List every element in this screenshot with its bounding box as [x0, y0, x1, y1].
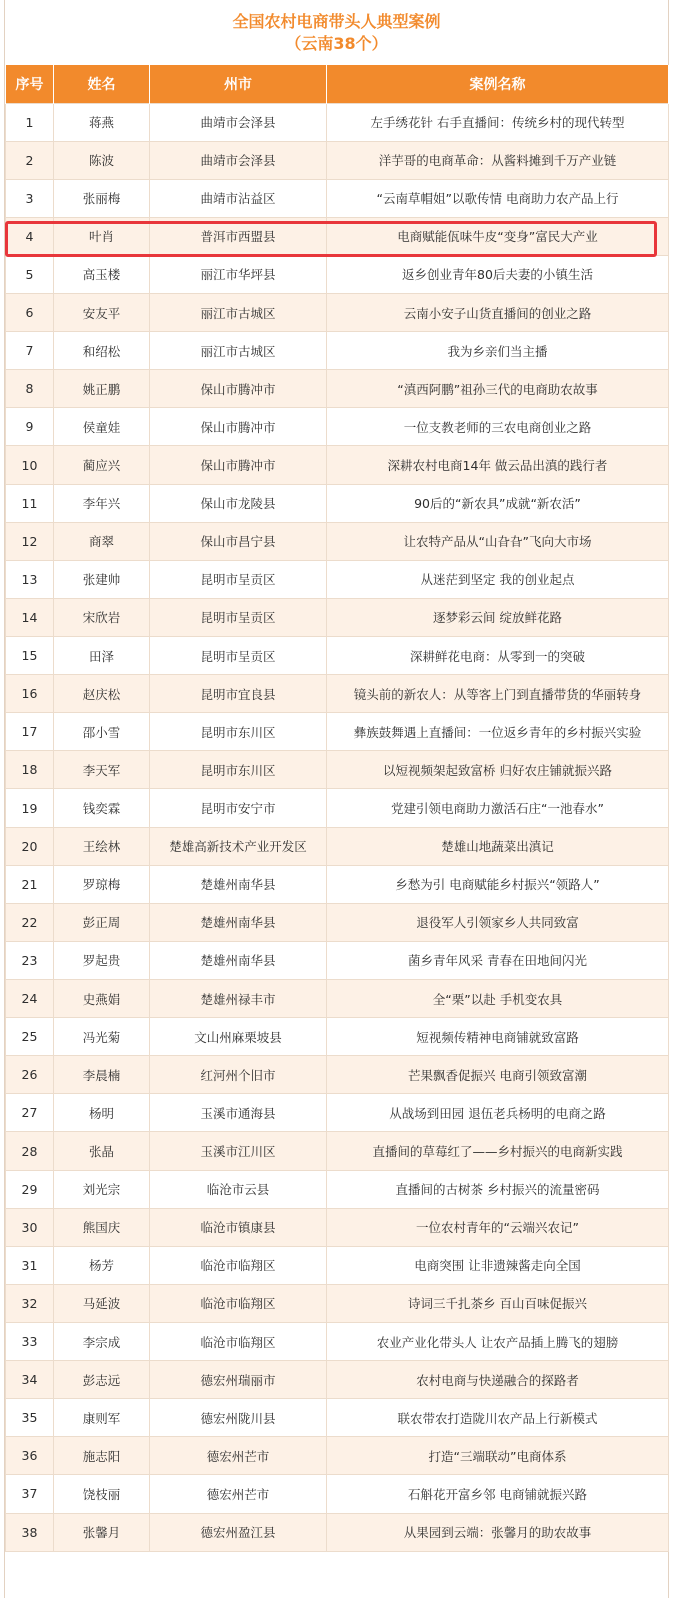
- cell-number: 4: [6, 217, 54, 255]
- cell-name: 熊国庆: [54, 1208, 150, 1246]
- cell-name: 钱奕霖: [54, 789, 150, 827]
- table-row: [6, 903, 669, 941]
- cell-name: 李天军: [54, 751, 150, 789]
- cell-case: 从迷茫到坚定 我的创业起点: [327, 560, 669, 598]
- table-row: [6, 1513, 669, 1551]
- cell-case: 全“栗”以赴 手机变农具: [327, 980, 669, 1018]
- table-row: [6, 1323, 669, 1361]
- cell-case: 深耕鲜花电商：从零到一的突破: [327, 637, 669, 675]
- cell-number: 15: [6, 637, 54, 675]
- cell-number: 7: [6, 332, 54, 370]
- cell-number: 38: [6, 1513, 54, 1551]
- cell-city: 楚雄州禄丰市: [150, 980, 327, 1018]
- cell-case: 农业产业化带头人 让农产品插上腾飞的翅膀: [327, 1323, 669, 1361]
- cell-number: 20: [6, 827, 54, 865]
- cell-number: 13: [6, 560, 54, 598]
- cell-case: 芒果飘香促振兴 电商引领致富潮: [327, 1056, 669, 1094]
- cell-case: 联农带农打造陇川农产品上行新模式: [327, 1399, 669, 1437]
- cell-name: 赵庆松: [54, 675, 150, 713]
- cell-city: 楚雄州南华县: [150, 941, 327, 979]
- cell-case: 一位农村青年的“云端兴农记”: [327, 1208, 669, 1246]
- cell-name: 张馨月: [54, 1513, 150, 1551]
- table-row: [6, 1437, 669, 1475]
- cell-name: 彭志远: [54, 1361, 150, 1399]
- cell-name: 杨芳: [54, 1246, 150, 1284]
- table-row: [6, 408, 669, 446]
- cell-name: 史燕娟: [54, 980, 150, 1018]
- table-row: [6, 255, 669, 293]
- cell-number: 27: [6, 1094, 54, 1132]
- title-line-1: 全国农村电商带头人典型案例: [232, 12, 441, 31]
- cell-case: 洋芋哥的电商革命：从酱料摊到千万产业链: [327, 141, 669, 179]
- cell-number: 5: [6, 255, 54, 293]
- cell-case: 菌乡青年风采 青春在田地间闪光: [327, 941, 669, 979]
- cell-name: 蒋燕: [54, 103, 150, 141]
- cell-name: 张丽梅: [54, 179, 150, 217]
- table-row: [6, 1018, 669, 1056]
- cell-name: 姚正鹏: [54, 370, 150, 408]
- cell-city: 昆明市呈贡区: [150, 637, 327, 675]
- cell-city: 曲靖市会泽县: [150, 103, 327, 141]
- header-number: 序号: [6, 65, 54, 103]
- cell-name: 彭正周: [54, 903, 150, 941]
- table-row: [6, 675, 669, 713]
- cell-name: 田泽: [54, 637, 150, 675]
- cell-name: 杨明: [54, 1094, 150, 1132]
- cell-number: 16: [6, 675, 54, 713]
- cell-number: 22: [6, 903, 54, 941]
- table-row: [6, 789, 669, 827]
- cell-city: 昆明市安宁市: [150, 789, 327, 827]
- cell-city: 临沧市临翔区: [150, 1323, 327, 1361]
- cell-city: 曲靖市沾益区: [150, 179, 327, 217]
- cell-city: 昆明市东川区: [150, 751, 327, 789]
- cell-name: 罗琼梅: [54, 865, 150, 903]
- table-row: [6, 827, 669, 865]
- table-header: [6, 65, 669, 103]
- cell-city: 楚雄高新技术产业开发区: [150, 827, 327, 865]
- cell-case: 打造“三端联动”电商体系: [327, 1437, 669, 1475]
- cell-number: 30: [6, 1208, 54, 1246]
- table-row: [6, 103, 669, 141]
- header-case: 案例名称: [327, 65, 669, 103]
- table-row: [6, 980, 669, 1018]
- cell-city: 曲靖市会泽县: [150, 141, 327, 179]
- cell-city: 德宏州芒市: [150, 1475, 327, 1513]
- cell-number: 31: [6, 1246, 54, 1284]
- cell-city: 保山市腾冲市: [150, 446, 327, 484]
- cell-name: 李年兴: [54, 484, 150, 522]
- cell-name: 宋欣岩: [54, 598, 150, 636]
- cell-case: 从战场到田园 退伍老兵杨明的电商之路: [327, 1094, 669, 1132]
- cell-number: 36: [6, 1437, 54, 1475]
- cell-number: 1: [6, 103, 54, 141]
- cell-name: 王绘林: [54, 827, 150, 865]
- cell-name: 饶枝丽: [54, 1475, 150, 1513]
- table-row: [6, 217, 669, 255]
- table-row: [6, 1284, 669, 1322]
- table-row: [6, 1208, 669, 1246]
- cell-city: 丽江市古城区: [150, 294, 327, 332]
- table-row: [6, 446, 669, 484]
- case-table: [5, 65, 669, 1552]
- cell-city: 文山州麻栗坡县: [150, 1018, 327, 1056]
- cell-case: 石斛花开富乡邻 电商铺就振兴路: [327, 1475, 669, 1513]
- cell-city: 玉溪市通海县: [150, 1094, 327, 1132]
- cell-number: 6: [6, 294, 54, 332]
- cell-number: 9: [6, 408, 54, 446]
- cell-number: 18: [6, 751, 54, 789]
- cell-name: 张晶: [54, 1132, 150, 1170]
- cell-city: 德宏州瑞丽市: [150, 1361, 327, 1399]
- cell-name: 施志阳: [54, 1437, 150, 1475]
- cell-case: 短视频传精神电商铺就致富路: [327, 1018, 669, 1056]
- cell-case: 镜头前的新农人：从等客上门到直播带货的华丽转身: [327, 675, 669, 713]
- cell-number: 3: [6, 179, 54, 217]
- table-row: [6, 1094, 669, 1132]
- table-row: [6, 484, 669, 522]
- cell-name: 侯童娃: [54, 408, 150, 446]
- table-body: [6, 103, 669, 1551]
- cell-city: 红河州个旧市: [150, 1056, 327, 1094]
- table-row: [6, 1246, 669, 1284]
- cell-number: 8: [6, 370, 54, 408]
- header-city: 州市: [150, 65, 327, 103]
- cell-number: 34: [6, 1361, 54, 1399]
- table-row: [6, 1132, 669, 1170]
- cell-name: 刘光宗: [54, 1170, 150, 1208]
- cell-city: 楚雄州南华县: [150, 865, 327, 903]
- table-row: [6, 865, 669, 903]
- cell-case: “滇西阿鹏”祖孙三代的电商助农故事: [327, 370, 669, 408]
- cell-name: 马延波: [54, 1284, 150, 1322]
- case-table-frame: [4, 0, 669, 1598]
- table-row: [6, 141, 669, 179]
- cell-name: 李晨楠: [54, 1056, 150, 1094]
- cell-case: 一位支教老师的三农电商创业之路: [327, 408, 669, 446]
- cell-case: 农村电商与快递融合的探路者: [327, 1361, 669, 1399]
- cell-case: 逐梦彩云间 绽放鲜花路: [327, 598, 669, 636]
- cell-case: 从果园到云端：张馨月的助农故事: [327, 1513, 669, 1551]
- cell-name: 叶肖: [54, 217, 150, 255]
- table-row: [6, 1361, 669, 1399]
- cell-name: 蔺应兴: [54, 446, 150, 484]
- cell-name: 和绍松: [54, 332, 150, 370]
- table-row: [6, 1056, 669, 1094]
- table-row: [6, 751, 669, 789]
- cell-number: 21: [6, 865, 54, 903]
- cell-name: 陈波: [54, 141, 150, 179]
- cell-number: 17: [6, 713, 54, 751]
- cell-city: 德宏州陇川县: [150, 1399, 327, 1437]
- cell-case: 直播间的草莓红了——乡村振兴的电商新实践: [327, 1132, 669, 1170]
- cell-case: 诗词三千扎茶乡 百山百味促振兴: [327, 1284, 669, 1322]
- cell-case: 党建引领电商助力激活石庄“一池春水”: [327, 789, 669, 827]
- cell-case: 乡愁为引 电商赋能乡村振兴“领路人”: [327, 865, 669, 903]
- cell-number: 28: [6, 1132, 54, 1170]
- cell-number: 23: [6, 941, 54, 979]
- cell-case: 以短视频架起致富桥 归好农庄铺就振兴路: [327, 751, 669, 789]
- cell-city: 普洱市西盟县: [150, 217, 327, 255]
- cell-name: 李宗成: [54, 1323, 150, 1361]
- cell-city: 玉溪市江川区: [150, 1132, 327, 1170]
- table-row: [6, 941, 669, 979]
- cell-case: 深耕农村电商14年 做云品出滇的践行者: [327, 446, 669, 484]
- cell-city: 昆明市东川区: [150, 713, 327, 751]
- cell-city: 保山市腾冲市: [150, 370, 327, 408]
- table-row: [6, 332, 669, 370]
- table-row: [6, 637, 669, 675]
- table-row: [6, 179, 669, 217]
- cell-case: 电商突围 让非遗辣酱走向全国: [327, 1246, 669, 1284]
- table-row: [6, 294, 669, 332]
- cell-number: 37: [6, 1475, 54, 1513]
- cell-city: 德宏州芒市: [150, 1437, 327, 1475]
- cell-city: 昆明市呈贡区: [150, 598, 327, 636]
- table-row: [6, 1475, 669, 1513]
- cell-number: 19: [6, 789, 54, 827]
- cell-name: 邵小雪: [54, 713, 150, 751]
- page-title: [5, 0, 668, 65]
- cell-city: 临沧市云县: [150, 1170, 327, 1208]
- cell-number: 29: [6, 1170, 54, 1208]
- cell-number: 25: [6, 1018, 54, 1056]
- cell-city: 德宏州盈江县: [150, 1513, 327, 1551]
- cell-city: 保山市龙陵县: [150, 484, 327, 522]
- cell-case: 左手绣花针 右手直播间：传统乡村的现代转型: [327, 103, 669, 141]
- header-row: [6, 65, 669, 103]
- cell-case: 楚雄山地蔬菜出滇记: [327, 827, 669, 865]
- table-row: [6, 1170, 669, 1208]
- cell-city: 楚雄州南华县: [150, 903, 327, 941]
- cell-case: 彝族鼓舞遇上直播间：一位返乡青年的乡村振兴实验: [327, 713, 669, 751]
- table-row: [6, 370, 669, 408]
- cell-number: 12: [6, 522, 54, 560]
- header-name: 姓名: [54, 65, 150, 103]
- cell-case: 90后的“新农具”成就“新农活”: [327, 484, 669, 522]
- cell-case: 直播间的古树茶 乡村振兴的流量密码: [327, 1170, 669, 1208]
- cell-case: 返乡创业青年80后夫妻的小镇生活: [327, 255, 669, 293]
- cell-city: 保山市昌宁县: [150, 522, 327, 560]
- cell-city: 昆明市宜良县: [150, 675, 327, 713]
- cell-city: 临沧市临翔区: [150, 1284, 327, 1322]
- cell-case: 退役军人引领家乡人共同致富: [327, 903, 669, 941]
- cell-name: 康则军: [54, 1399, 150, 1437]
- cell-name: 高玉楼: [54, 255, 150, 293]
- cell-number: 35: [6, 1399, 54, 1437]
- cell-number: 14: [6, 598, 54, 636]
- cell-case: “云南草帽姐”以歌传情 电商助力农产品上行: [327, 179, 669, 217]
- cell-city: 丽江市古城区: [150, 332, 327, 370]
- table-row: [6, 1399, 669, 1437]
- cell-name: 张建帅: [54, 560, 150, 598]
- cell-name: 罗起贵: [54, 941, 150, 979]
- cell-city: 临沧市镇康县: [150, 1208, 327, 1246]
- cell-number: 11: [6, 484, 54, 522]
- cell-name: 冯光菊: [54, 1018, 150, 1056]
- table-row: [6, 560, 669, 598]
- title-line-2: （云南38个）: [285, 34, 388, 53]
- cell-case: 让农特产品从“山旮旮”飞向大市场: [327, 522, 669, 560]
- cell-number: 32: [6, 1284, 54, 1322]
- cell-number: 26: [6, 1056, 54, 1094]
- cell-case: 电商赋能佤味牛皮“变身”富民大产业: [327, 217, 669, 255]
- cell-city: 昆明市呈贡区: [150, 560, 327, 598]
- cell-number: 33: [6, 1323, 54, 1361]
- cell-number: 2: [6, 141, 54, 179]
- cell-name: 安友平: [54, 294, 150, 332]
- cell-city: 临沧市临翔区: [150, 1246, 327, 1284]
- table-row: [6, 522, 669, 560]
- cell-city: 丽江市华坪县: [150, 255, 327, 293]
- cell-number: 24: [6, 980, 54, 1018]
- cell-case: 我为乡亲们当主播: [327, 332, 669, 370]
- cell-name: 商翠: [54, 522, 150, 560]
- cell-number: 10: [6, 446, 54, 484]
- table-row: [6, 713, 669, 751]
- cell-city: 保山市腾冲市: [150, 408, 327, 446]
- table-row: [6, 598, 669, 636]
- cell-case: 云南小安子山货直播间的创业之路: [327, 294, 669, 332]
